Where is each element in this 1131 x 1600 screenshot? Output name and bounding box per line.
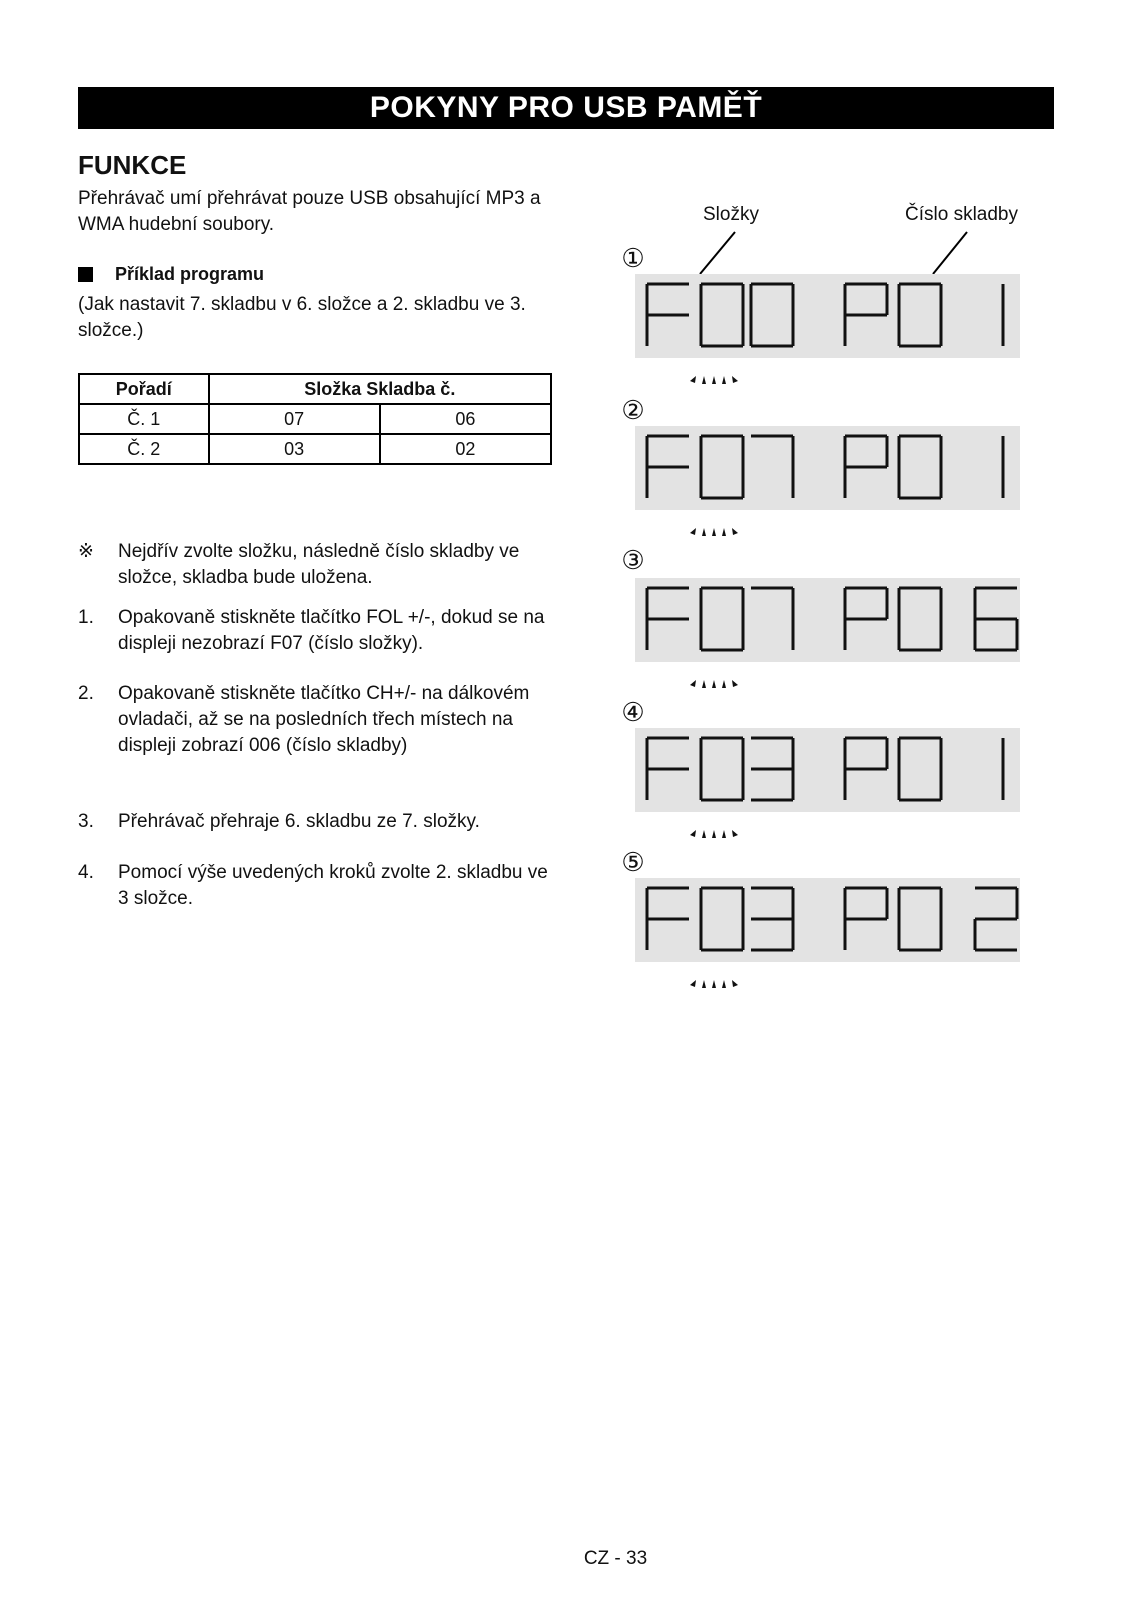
example-text: (Jak nastavit 7. skladbu v 6. složce a 2. skladbu ve 3. složce.) [78,294,526,341]
step-number: 4. [78,862,94,883]
lcd-text: F03 P02 [635,878,639,879]
table-header-row [79,374,551,404]
blinking-indicator-icon [688,676,748,690]
table-header-folder-track: Složka Skladba č. [209,374,551,404]
step-number: 1. [78,607,94,628]
step-item [78,681,558,759]
reference-mark-icon: ※ [78,541,94,562]
lcd-digits [635,274,1020,358]
track-pointer-line [933,232,967,274]
folders-pointer-line [700,232,735,274]
step-number: 2. [78,683,94,704]
table-cell: 03 [209,434,380,464]
blinking-indicator-icon [688,372,748,386]
table-cell: 07 [209,404,380,434]
step-marker: ③ [621,546,645,576]
lcd-digits [635,426,1020,510]
label-pointer-lines [0,0,1131,300]
example-heading-text: Příklad programu [115,264,265,284]
page-number: CZ - 33 [583,1548,648,1569]
step-marker: ① [621,244,645,274]
lcd-display [635,426,1020,510]
folders-label: Složky [703,204,759,225]
step-item [78,605,558,657]
step-marker: ⑤ [621,848,645,878]
step-text: Opakovaně stiskněte tlačítko CH+/- na dálkovém ovladači, až se na posledních třech místech na displeji zobrazí 006 (číslo skladby) [118,683,530,756]
step-text: Pomocí výše uvedených kroků zvolte 2. skladbu ve 3 složce. [118,862,548,909]
step-marker: ④ [621,698,645,728]
lcd-digits [635,728,1020,812]
lcd-display [635,274,1020,358]
lcd-digits [635,578,1020,662]
lcd-digits [635,878,1020,962]
section-heading: FUNKCE [78,150,187,180]
step-text: Opakovaně stiskněte tlačítko FOL +/-, dokud se na displeji nezobrazí F07 (číslo složky). [118,607,545,654]
note-text: Nejdřív zvolte složku, následně číslo skladby ve složce, skladba bude uložena. [118,541,520,588]
table-cell: 06 [380,404,551,434]
lcd-display [635,728,1020,812]
table-cell: Č. 1 [79,404,209,434]
step-item [78,809,558,835]
step-item [78,860,558,912]
table-header-order: Pořadí [79,374,209,404]
intro-paragraph: Přehrávač umí přehrávat pouze USB obsahující MP3 a WMA hudební soubory. [78,188,541,235]
step-marker: ② [621,396,645,426]
table-cell: Č. 2 [79,434,209,464]
step-text: Přehrávač přehraje 6. skladbu ze 7. složky. [118,811,480,832]
note [78,539,558,591]
step-number: 3. [78,811,94,832]
lcd-display [635,878,1020,962]
blinking-indicator-icon [688,524,748,538]
blinking-indicator-icon [688,976,748,990]
track-number-label: Číslo skladby [905,204,1018,225]
lcd-display [635,578,1020,662]
blinking-indicator-icon [688,826,748,840]
table-cell: 02 [380,434,551,464]
lcd-text: F00 P01 [635,274,639,275]
table-row [79,434,551,464]
lcd-text: F07 P06 [635,578,639,579]
lcd-text: F07 P01 [635,426,639,427]
lcd-text: F03 P01 [635,728,639,729]
page-title: POKYNY PRO USB PAMĚŤ [78,87,1054,129]
program-table [78,373,552,465]
table-row [79,404,551,434]
